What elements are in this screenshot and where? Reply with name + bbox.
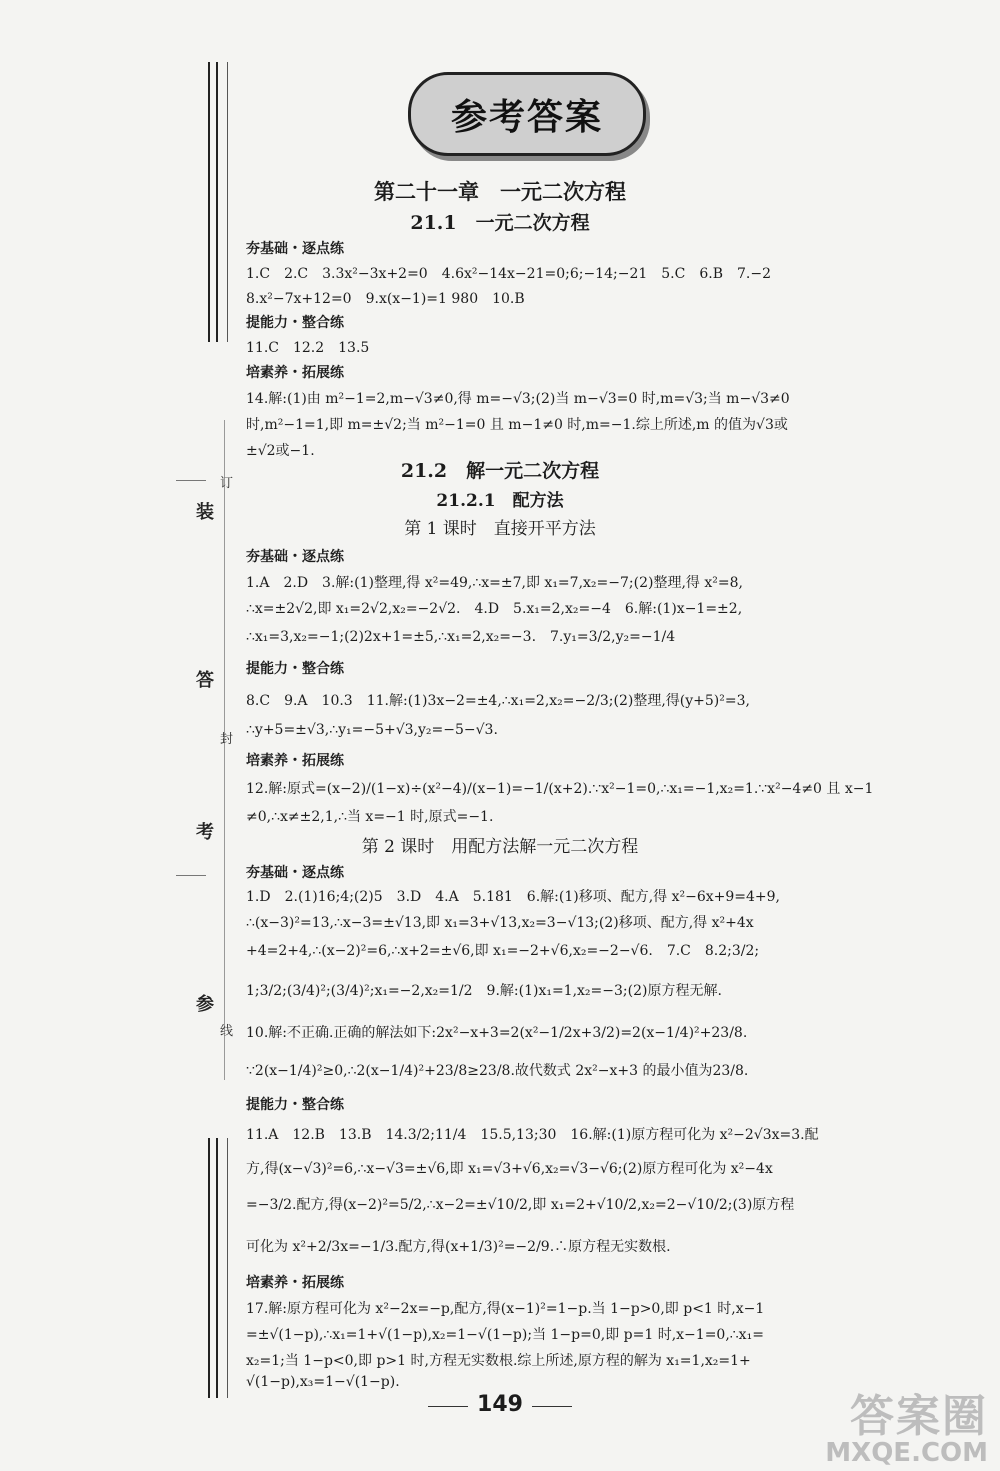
answer-line: 1.A 2.D 3.解:(1)整理,得 x²=49,∴x=±7,即 x₁=7,x₂=−7;(2)整理,得 x²=8,	[246, 575, 743, 591]
answer-line: =−3/2.配方,得(x−2)²=5/2,∴x−2=±√10/2,即 x₁=2+√10/2,x₂=2−√10/2;(3)原方程	[246, 1197, 795, 1213]
page-number: 149	[477, 1392, 523, 1417]
answer-line: 11.C 12.2 13.5	[246, 340, 370, 356]
answer-key-badge	[408, 72, 646, 156]
answer-line: ∴y+5=±√3,∴y₁=−5+√3,y₂=−5−√3.	[246, 722, 498, 738]
answer-line: 17.解:原方程可化为 x²−2x=−p,配方,得(x−1)²=1−p.当 1−p>0,即 p<1 时,x−1	[246, 1301, 765, 1317]
watermark-logo	[825, 1380, 988, 1468]
answer-line: √(1−p),x₃=1−√(1−p).	[246, 1374, 400, 1390]
answer-line: 1.C 2.C 3.3x²−3x+2=0 4.6x²−14x−21=0;6;−14;−21 5.C 6.B 7.−2	[246, 266, 771, 282]
margin-line-4	[208, 1138, 210, 1398]
label-quality-1: 培素养・拓展练	[246, 365, 344, 381]
margin-char-2: 答	[196, 670, 214, 691]
answer-line: 12.解:原式=(x−2)/(1−x)÷(x²−4)/(x−1)=−1/(x+2).∵x²−1=0,∴x₁=−1,x₂=1.∵x²−4≠0 且 x−1	[246, 781, 874, 797]
margin-char-3: 考	[196, 822, 214, 843]
section-21-1: 21.1 一元二次方程	[410, 212, 590, 234]
answer-line: ∴(x−3)²=13,∴x−3=±√13,即 x₁=3+√13,x₂=3−√13;(2)移项、配方,得 x²+4x	[246, 915, 754, 931]
answer-line: 方,得(x−√3)²=6,∴x−√3=±√6,即 x₁=√3+√6,x₂=√3−√6;(2)原方程可化为 x²−4x	[246, 1161, 773, 1177]
answer-key-title: 参考答案	[450, 96, 603, 138]
answer-line: 10.解:不正确.正确的解法如下:2x²−x+3=2(x²−1/2x+3/2)=2(x−1/4)²+23/8.	[246, 1025, 748, 1041]
margin-small-1: 订	[220, 476, 234, 491]
chapter-title: 第二十一章 一元二次方程	[374, 179, 626, 204]
label-basic-1: 夯基础・逐点练	[246, 241, 344, 257]
section-21-2-1: 21.2.1 配方法	[436, 491, 564, 511]
margin-small-2: 封	[220, 732, 234, 747]
lesson-2-title: 第 2 课时 用配方法解一元二次方程	[361, 837, 639, 857]
label-quality-3: 培素养・拓展练	[246, 1275, 344, 1291]
answer-line: 14.解:(1)由 m²−1=2,m−√3≠0,得 m=−√3;(2)当 m−√3=0 时,m=√3;当 m−√3≠0	[246, 391, 790, 407]
watermark-main: 答案圈	[850, 1391, 988, 1442]
answer-line: ∴x=±2√2,即 x₁=2√2,x₂=−2√2. 4.D 5.x₁=2,x₂=−4 6.解:(1)x−1=±2,	[246, 601, 743, 617]
page-number-dash-right	[532, 1406, 572, 1407]
lesson-1-title: 第 1 课时 直接开平方法	[404, 519, 596, 539]
answer-line: 时,m²−1=1,即 m=±√2;当 m²−1=0 且 m−1≠0 时,m=−1.综上所述,m 的值为√3或	[246, 417, 788, 433]
answer-line: +4=2+4,∴(x−2)²=6,∴x+2=±√6,即 x₁=−2+√6,x₂=−2−√6. 7.C 8.2;3/2;	[246, 943, 760, 959]
margin-line-6	[227, 1138, 228, 1398]
margin-char-1: 装	[196, 502, 214, 523]
label-basic-3: 夯基础・逐点练	[246, 865, 344, 881]
answer-line: 11.A 12.B 13.B 14.3/2;11/4 15.5,13;30 16.解:(1)原方程可化为 x²−2√3x=3.配	[246, 1127, 819, 1143]
answer-line: ∴x₁=3,x₂=−1;(2)2x+1=±5,∴x₁=2,x₂=−3. 7.y₁=3/2,y₂=−1/4	[246, 629, 676, 645]
answer-line: x₂=1;当 1−p<0,即 p>1 时,方程无实数根.综上所述,原方程的解为 x₁=1,x₂=1+	[246, 1353, 751, 1369]
answer-line: ∵2(x−1/4)²≥0,∴2(x−1/4)²+23/8≥23/8.故代数式 2x²−x+3 的最小值为23/8.	[246, 1063, 749, 1079]
watermark-site: MXQE.COM	[825, 1438, 988, 1468]
margin-tick-2	[176, 875, 206, 876]
label-basic-2: 夯基础・逐点练	[246, 549, 344, 565]
label-quality-2: 培素养・拓展练	[246, 753, 344, 769]
answer-line: 1;3/2;(3/4)²;(3/4)²;x₁=−2,x₂=1/2 9.解:(1)x₁=1,x₂=−3;(2)原方程无解.	[246, 983, 722, 999]
answer-line: ≠0,∴x≠±2,1,∴当 x=−1 时,原式=−1.	[246, 809, 494, 825]
section-21-2: 21.2 解一元二次方程	[400, 460, 600, 482]
label-ability-2: 提能力・整合练	[246, 661, 344, 677]
margin-char-4: 参	[196, 994, 214, 1015]
answer-line: =±√(1−p),∴x₁=1+√(1−p),x₂=1−√(1−p);当 1−p=0,即 p=1 时,x−1=0,∴x₁=	[246, 1327, 764, 1343]
margin-line-5	[216, 1138, 218, 1398]
answer-line: 可化为 x²+2/3x=−1/3.配方,得(x+1/3)²=−2/9.∴原方程无实数根.	[246, 1239, 671, 1255]
answer-line: 1.D 2.(1)16;4;(2)5 3.D 4.A 5.181 6.解:(1)移项、配方,得 x²−6x+9=4+9,	[246, 889, 781, 905]
answer-line: 8.C 9.A 10.3 11.解:(1)3x−2=±4,∴x₁=2,x₂=−2/3;(2)整理,得(y+5)²=3,	[246, 693, 750, 709]
answer-line: ±√2或−1.	[246, 443, 315, 459]
label-ability-3: 提能力・整合练	[246, 1097, 344, 1113]
margin-small-3: 线	[220, 1024, 234, 1039]
answer-line: 8.x²−7x+12=0 9.x(x−1)=1 980 10.B	[246, 291, 525, 307]
label-ability-1: 提能力・整合练	[246, 315, 344, 331]
